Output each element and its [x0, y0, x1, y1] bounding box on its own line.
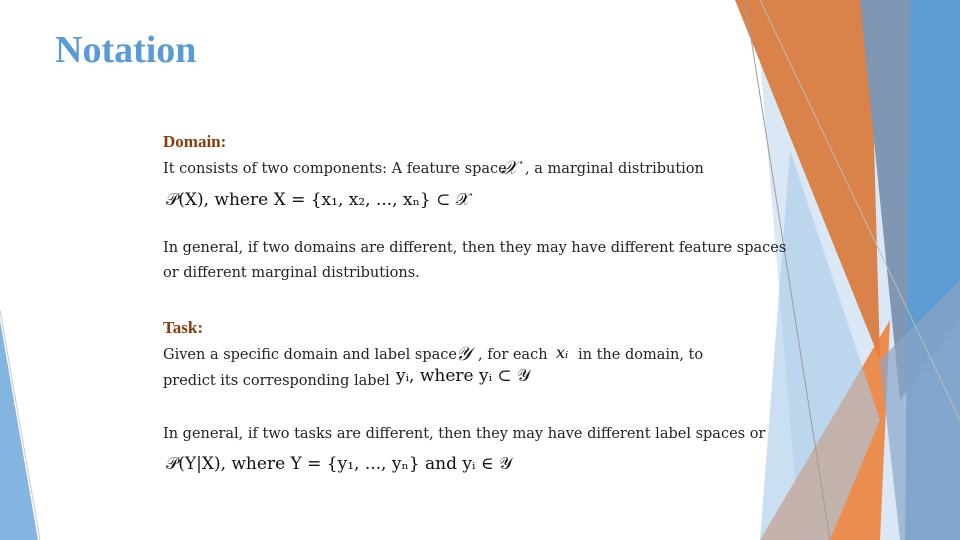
task-general-line: In general, if two tasks are different, then they may have different label spaces or: [163, 426, 766, 442]
domain-general-line-1: In general, if two domains are different, then they may have different feature spaces: [163, 240, 787, 256]
task-line-1-start: Given a specific domain and label space: [163, 347, 457, 363]
left-blue-strip: [0, 320, 38, 540]
domain-heading: Domain:: [163, 132, 227, 151]
task-line-1-end: in the domain, to: [578, 347, 704, 363]
domain-line-1-start: It consists of two components: A feature space: [163, 161, 507, 177]
domain-formula: 𝒫(X), where X = {x₁, x₂, ..., xₙ} ⊂ 𝒳: [166, 190, 471, 210]
feature-space-symbol: 𝒳: [501, 157, 518, 179]
label-space-symbol: 𝒴: [456, 343, 471, 365]
domain-general-line-2: or different marginal distributions.: [163, 265, 420, 281]
task-line-2-start: predict its corresponding label: [163, 373, 390, 389]
page-title: Notation: [55, 29, 197, 71]
task-line-1-mid: , for each: [478, 347, 548, 363]
task-formula: 𝒫(Y|X), where Y = {y₁, ..., yₙ} and yᵢ ∈ 𝒴: [166, 454, 513, 474]
task-heading: Task:: [163, 318, 204, 337]
instance-symbol: xᵢ: [556, 343, 569, 362]
domain-line-1-end: , a marginal distribution: [525, 161, 704, 177]
task-label-formula: yᵢ, where yᵢ ⊂ 𝒴: [396, 366, 531, 386]
